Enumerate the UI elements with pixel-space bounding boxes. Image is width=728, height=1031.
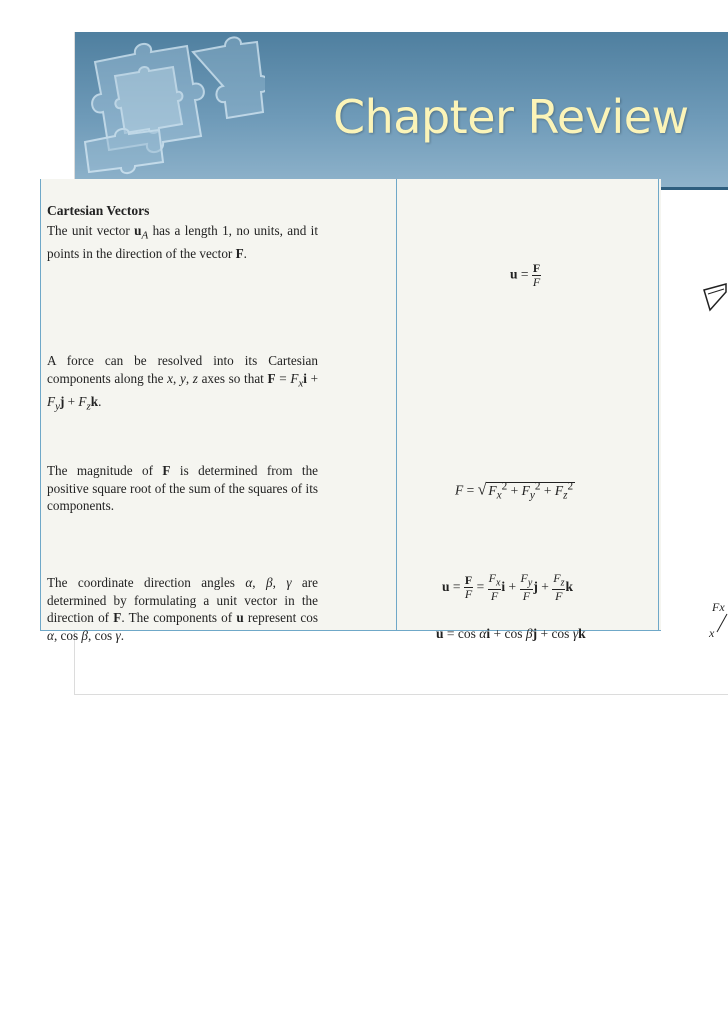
slide-header [75,32,728,187]
row-4-text: The coordinate direction angles α, β, γ are determined by formulating a unit vector in the direction of F. The components of u represent cos α, cos β, cos γ. [47,575,319,643]
row-3-formula: F = √ $F_x^2 + F_y^2 + F_z^2$ [455,480,574,502]
figure-label-x: x [709,626,715,640]
row-1-text-content: The unit vector $u_A$ has a length 1, no units, and it points in the direction of the vector F. [47,223,318,262]
row-4-formula-cos: u = cos αi + cos βj + cos γk [436,626,586,641]
axis-line-icon [715,612,728,634]
column-divider-2 [658,179,659,631]
row-1-formula: u = $\frac{F}{F}$ [510,261,541,289]
vector-figure-fragment-icon [698,280,728,320]
figure-label-fx: Fx [712,600,725,614]
row-4-formula-unit: u = $\frac{F}{F}$ = $\frac{F_x}{F}$ i + $\frac{F_y}{F}$ j + $\frac{F_z}{F}$ k [442,571,573,604]
slide-title: Chapter Review [333,90,689,144]
section-heading: Cartesian Vectors [47,203,150,218]
column-divider-1 [396,179,397,631]
row-1-text [47,222,318,263]
row-3-text: The magnitude of F is determined from the positive square root of the sum of the squares of its components. [47,463,319,513]
row-2-text: A force can be resolved into its Cartesian components along the x, y, z axes so that $F = F_xi + F_yj + F_zk$. [47,353,319,413]
puzzle-decoration-icon [75,32,265,187]
